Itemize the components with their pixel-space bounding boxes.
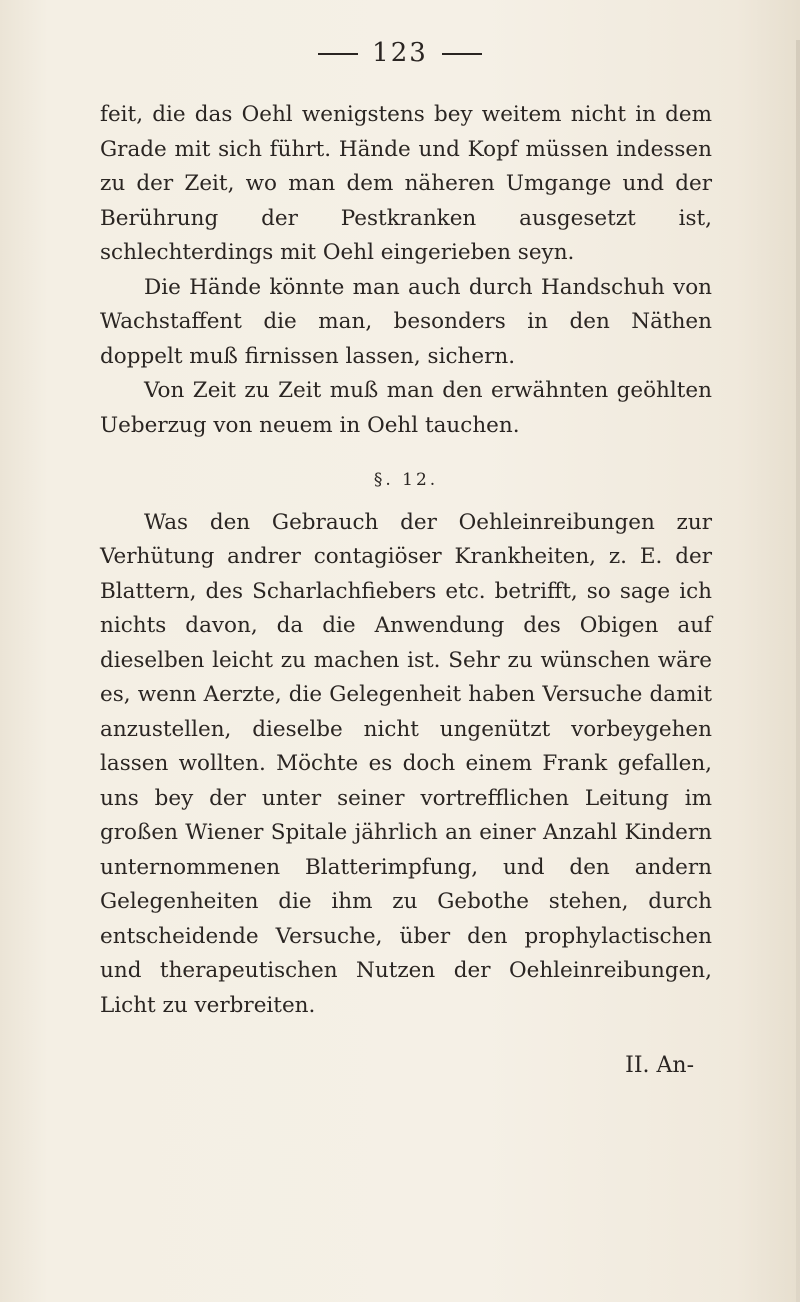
right-dash bbox=[442, 53, 482, 55]
page-number: 123 bbox=[372, 38, 428, 68]
paragraph-4: Was den Gebrauch der Oehleinreibungen zur Verhütung andrer contagiöser Krankheiten, z. E. der Blattern, des Scharlachfiebers etc. betrifft, so sage ich nichts davon, da die Anwendung des Obigen auf dieselben leicht zu machen ist. Sehr zu wünschen wäre es, wenn Aerzte, die Gelegenheit haben Versuche damit anzustellen, dieselbe nicht ungenützt vorbeygehen lassen wollten. Möchte es doch einem Frank gefallen, uns bey der unter seiner vortrefflichen Leitung im großen Wiener Spitale jährlich an einer Anzahl Kindern unternommenen Blatterimpfung, und den andern Gelegenheiten die ihm zu Gebothe stehen, durch entscheidende Versuche, über den prophylactischen und therapeutischen Nutzen der Oehleinreibungen, Licht zu verbreiten. bbox=[100, 509, 712, 1018]
page-edge-shadow bbox=[796, 40, 800, 1302]
catchword: II. An- bbox=[625, 1053, 694, 1078]
left-dash bbox=[318, 53, 358, 55]
paragraph-1: feit, die das Oehl wenigstens bey weitem nicht in dem Grade mit sich führt. Hände und Kopf müssen indessen zu der Zeit, wo man dem näheren Umgange und der Berührung der Pestkranken ausgesetzt ist, schlechterdings mit Oehl eingerieben seyn. bbox=[100, 102, 712, 265]
section-heading: §. 12. bbox=[373, 470, 439, 490]
paragraph-3: Von Zeit zu Zeit muß man den erwähnten geöhlten Ueberzug von neuem in Oehl tauchen. bbox=[100, 378, 712, 438]
paragraph-2: Die Hände könnte man auch durch Handschuh von Wachstaffent die man, besonders in den Näthen doppelt muß firnissen lassen, sichern. bbox=[100, 274, 712, 369]
page-number-header bbox=[0, 38, 800, 68]
body-text bbox=[100, 98, 712, 1084]
